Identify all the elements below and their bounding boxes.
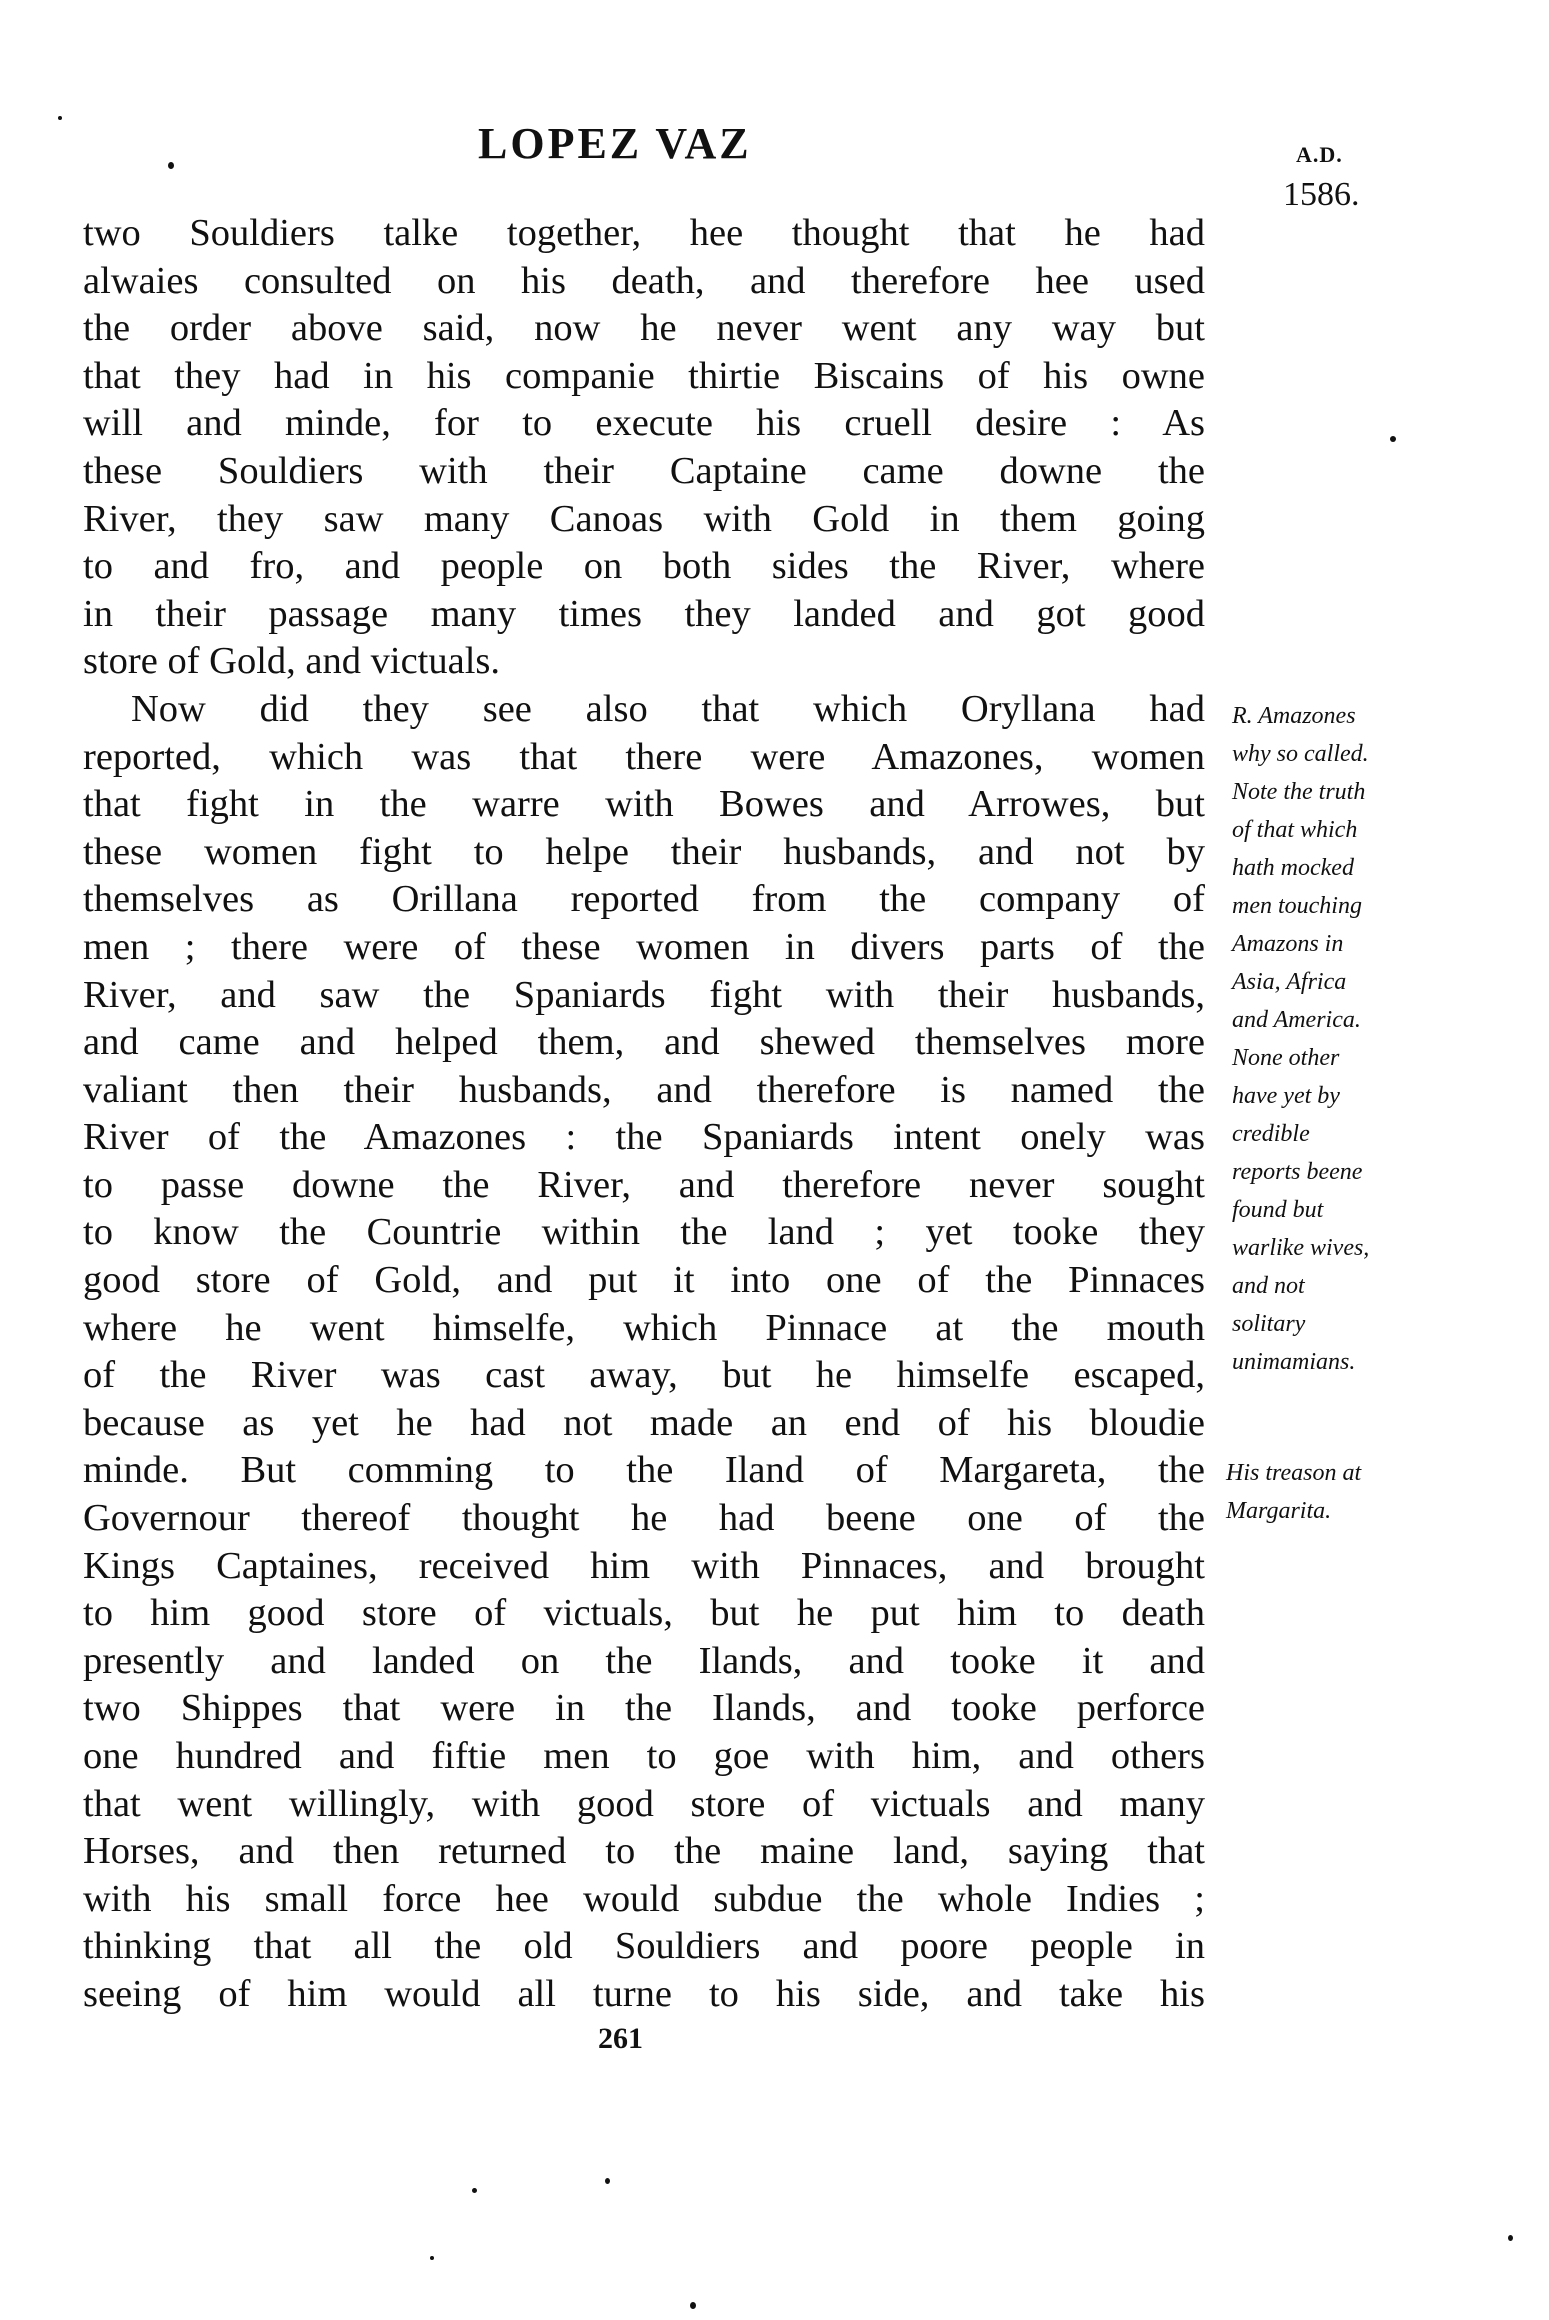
ink-speck	[472, 2188, 477, 2193]
text-line: seeing of him would all turne to his side, and take his	[83, 1972, 1205, 2015]
text-line: River of the Amazones : the Spaniards intent onely was	[83, 1116, 1205, 1159]
margin-note-line: and America.	[1232, 1007, 1361, 1033]
ink-speck	[430, 2256, 434, 2260]
text-line: Now did they see also that which Oryllana had	[131, 687, 1205, 730]
text-line: because as yet he had not made an end of his bloudie	[83, 1401, 1205, 1444]
text-line: the order above said, now he never went any way but	[83, 307, 1205, 350]
text-line: one hundred and fiftie men to goe with him, and others	[83, 1735, 1205, 1777]
ink-speck	[58, 116, 62, 120]
margin-note-line: reports beene	[1232, 1159, 1363, 1185]
text-line: to know the Countrie within the land ; yet tooke they	[83, 1211, 1205, 1254]
text-line: two Shippes that were in the Ilands, and tooke perforce	[83, 1687, 1205, 1730]
margin-note-line: warlike wives,	[1232, 1235, 1370, 1261]
text-line: reported, which was that there were Amazones, women	[83, 735, 1205, 778]
text-line: these Souldiers with their Captaine came downe the	[83, 449, 1205, 492]
text-line: and came and helped them, and shewed themselves more	[83, 1021, 1205, 1064]
text-line: Governour thereof thought he had beene one of the	[83, 1497, 1205, 1540]
ink-speck	[1508, 2235, 1513, 2241]
main-text	[83, 210, 1205, 2019]
margin-note-line: men touching	[1232, 893, 1362, 919]
margin-note-line: R. Amazones	[1232, 703, 1356, 729]
text-line: in their passage many times they landed and got good	[83, 592, 1205, 635]
margin-note-amazones	[1232, 697, 1369, 1381]
margin-note-line: Asia, Africa	[1232, 969, 1347, 995]
ink-speck	[690, 2302, 696, 2309]
text-line: valiant then their husbands, and therefore is named the	[83, 1068, 1205, 1111]
margin-note-line: credible	[1232, 1121, 1310, 1147]
margin-note-line: have yet by	[1232, 1083, 1340, 1109]
text-line: themselves as Orillana reported from the company of	[83, 878, 1205, 921]
text-line: thinking that all the old Souldiers and poore people in	[83, 1925, 1205, 1968]
text-line: to and fro, and people on both sides the River, where	[83, 545, 1205, 588]
text-line: River, and saw the Spaniards fight with their husbands,	[83, 973, 1205, 1016]
ink-speck	[605, 2178, 610, 2184]
margin-note-line: unimamians.	[1232, 1349, 1356, 1375]
text-line: will and minde, for to execute his cruell desire : As	[83, 402, 1205, 445]
text-line: that went willingly, with good store of victuals and many	[83, 1782, 1205, 1825]
text-line: store of Gold, and victuals.	[83, 640, 500, 683]
text-line: River, they saw many Canoas with Gold in them going	[83, 497, 1205, 540]
text-line: that fight in the warre with Bowes and Arrowes, but	[83, 783, 1205, 826]
text-line: minde. But comming to the Iland of Margareta, the	[83, 1449, 1205, 1492]
text-line: these women fight to helpe their husbands, and not by	[83, 830, 1205, 873]
year-era-label: A.D.	[1296, 142, 1343, 167]
text-line: alwaies consulted on his death, and therefore hee used	[83, 259, 1205, 302]
margin-note-line: Amazons in	[1232, 931, 1344, 957]
margin-note-treason	[1226, 1454, 1361, 1530]
text-line: with his small force hee would subdue the whole Indies ;	[83, 1877, 1205, 1920]
ink-speck	[1390, 436, 1396, 442]
margin-note-line: Margarita.	[1226, 1498, 1332, 1524]
text-line: presently and landed on the Ilands, and tooke it and	[83, 1639, 1205, 1682]
page-title: LOPEZ VAZ	[478, 119, 752, 168]
margin-note-line: solitary	[1232, 1311, 1306, 1337]
margin-note-line: Note the truth	[1232, 779, 1366, 805]
text-line: to him good store of victuals, but he put him to death	[83, 1592, 1205, 1635]
margin-note-line: and not	[1232, 1273, 1305, 1299]
text-line: men ; there were of these women in divers parts of the	[83, 925, 1205, 968]
text-line: Kings Captaines, received him with Pinnaces, and brought	[83, 1544, 1205, 1587]
text-line: of the River was cast away, but he himselfe escaped,	[83, 1354, 1205, 1397]
year-label: 1586.	[1283, 176, 1360, 213]
margin-note-line: of that which	[1232, 817, 1358, 843]
ink-speck	[168, 162, 174, 169]
margin-note-line: why so called.	[1232, 741, 1369, 767]
text-line: where he went himselfe, which Pinnace at the mouth	[83, 1306, 1205, 1349]
text-line: Horses, and then returned to the maine land, saying that	[83, 1830, 1205, 1873]
running-head	[0, 118, 1549, 213]
margin-note-line: None other	[1232, 1045, 1340, 1071]
margin-note-line: hath mocked	[1232, 855, 1354, 881]
text-line: to passe downe the River, and therefore never sought	[83, 1163, 1205, 1206]
margin-note-line: His treason at	[1226, 1460, 1362, 1486]
text-line: that they had in his companie thirtie Biscains of his owne	[83, 354, 1205, 397]
margin-note-line: found but	[1232, 1197, 1324, 1223]
page-number: 261	[598, 2022, 643, 2055]
text-line: good store of Gold, and put it into one of the Pinnaces	[83, 1259, 1205, 1302]
text-line: two Souldiers talke together, hee thought that he had	[83, 212, 1205, 254]
